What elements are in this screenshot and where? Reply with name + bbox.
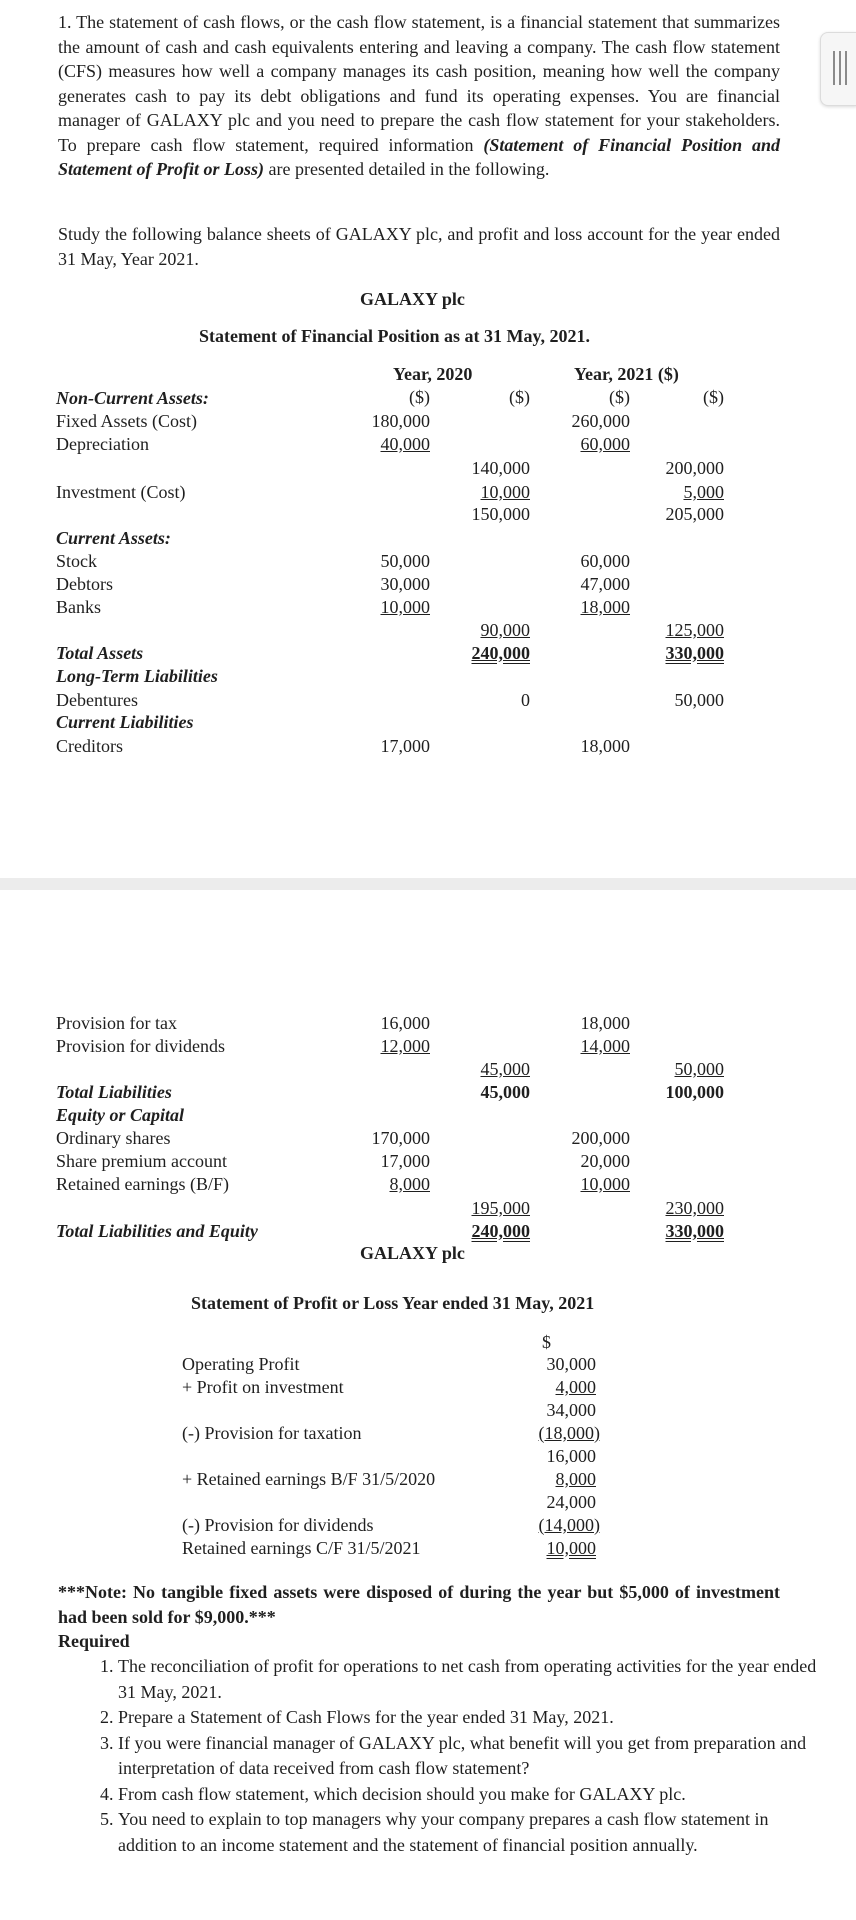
total-liabilities-2020: 45,000	[480, 1082, 530, 1102]
stock-2021: 60,000	[580, 551, 630, 571]
banks-label: Banks	[56, 597, 101, 617]
premium-2020: 17,000	[380, 1151, 430, 1171]
question-5: 5. You need to explain to top managers why your company prepares a cash flow statement in addition to an income statement and the statement of financial position annually.	[118, 1807, 830, 1858]
dividends-2020: 12,000	[380, 1036, 430, 1056]
debentures-2020: 0	[521, 690, 530, 710]
study-paragraph: Study the following balance sheets of GALAXY plc, and profit and loss account for the year ended 31 May, Year 2021.	[58, 224, 780, 269]
op-profit-value: 30,000	[546, 1354, 596, 1374]
total-le-2020: 240,000	[471, 1221, 530, 1241]
tax-2021: 18,000	[580, 1013, 630, 1033]
banks-2021: 18,000	[580, 597, 630, 617]
premium-2021: 20,000	[580, 1151, 630, 1171]
debentures-2021: 50,000	[674, 690, 724, 710]
debtors-2020: 30,000	[380, 574, 430, 594]
scroll-handle[interactable]	[820, 32, 856, 106]
intro-paragraph: 1. The statement of cash flows, or the cash flow statement, is a financial statement that summarizes the amount of cash and cash equivalents entering and leaving a company. The cash flow statement (CFS) measures how well a company manages its cash position, meaning how well the company generates cash to pay its debt obligations and fund its operating expenses. You are financial manager of GALAXY plc and you need to prepare the cash flow statement for your stakeholders. To prepare cash flow statement, required information (Statement of Financial Position and Statement of Profit or Loss) are presented detailed in the following.	[58, 12, 780, 179]
pl-tax-label: (-) Provision for taxation	[182, 1423, 362, 1443]
tax-label: Provision for tax	[56, 1013, 177, 1033]
depreciation-2020: 40,000	[380, 434, 430, 454]
investment-label: Investment (Cost)	[56, 482, 186, 502]
creditors-2021: 18,000	[580, 736, 630, 756]
cl-total-2021: 50,000	[674, 1059, 724, 1079]
re-cf-label: Retained earnings C/F 31/5/2021	[182, 1538, 421, 1558]
dividends-label: Provision for dividends	[56, 1036, 225, 1056]
inv-profit-value: 4,000	[555, 1377, 596, 1397]
unit-header: ($)	[509, 387, 530, 407]
required-heading: Required	[58, 1631, 130, 1651]
re-bf-label: + Retained earnings B/F 31/5/2020	[182, 1469, 436, 1489]
fixed-assets-2021: 260,000	[571, 411, 630, 431]
fixed-assets-2020: 180,000	[371, 411, 430, 431]
ltl-heading: Long-Term Liabilities	[56, 666, 218, 686]
pl-currency: $	[542, 1332, 551, 1352]
cl-heading: Current Liabilities	[56, 712, 194, 732]
investment-2021: 5,000	[683, 482, 724, 502]
equity-total-2021: 230,000	[665, 1198, 724, 1218]
nbv-2021: 200,000	[665, 458, 724, 478]
pl-tax-value: (18,000)	[538, 1423, 600, 1443]
retained-label: Retained earnings (B/F)	[56, 1174, 229, 1194]
debentures-label: Debentures	[56, 690, 138, 710]
stock-2020: 50,000	[380, 551, 430, 571]
op-profit-label: Operating Profit	[182, 1354, 300, 1374]
re-cf-value: 10,000	[546, 1538, 596, 1558]
nca-total-2020: 150,000	[471, 504, 530, 524]
tax-2020: 16,000	[380, 1013, 430, 1033]
question-2: 2. Prepare a Statement of Cash Flows for the year ended 31 May, 2021.	[118, 1705, 830, 1731]
ordinary-2021: 200,000	[571, 1128, 630, 1148]
nbv-2020: 140,000	[471, 458, 530, 478]
question-3: 3. If you were financial manager of GALAXY plc, what benefit will you get from preparation and interpretation of data received from cash flow statement?	[118, 1731, 830, 1782]
pl-subtotal-3: 24,000	[546, 1492, 596, 1512]
total-liabilities-label: Total Liabilities	[56, 1082, 172, 1102]
pl-subtotal-2: 16,000	[546, 1446, 596, 1466]
total-le-label: Total Liabilities and Equity	[56, 1221, 258, 1241]
retained-2021: 10,000	[580, 1174, 630, 1194]
question-4: 4. From cash flow statement, which decision should you make for GALAXY plc.	[118, 1782, 830, 1808]
nca-total-2021: 205,000	[665, 504, 724, 524]
ordinary-2020: 170,000	[371, 1128, 430, 1148]
pl-title: Statement of Profit or Loss Year ended 31 May, 2021	[191, 1293, 595, 1313]
cl-total-2020: 45,000	[480, 1059, 530, 1079]
retained-2020: 8,000	[389, 1174, 430, 1194]
unit-header: ($)	[609, 387, 630, 407]
depreciation-2021: 60,000	[580, 434, 630, 454]
company-title: GALAXY plc	[360, 289, 465, 309]
pl-div-value: (14,000)	[538, 1515, 600, 1535]
equity-total-2020: 195,000	[471, 1198, 530, 1218]
banks-2020: 10,000	[380, 597, 430, 617]
debtors-2021: 47,000	[580, 574, 630, 594]
note: ***Note: No tangible fixed assets were disposed of during the year but $5,000 of investment had been sold for $9,000.***	[58, 1582, 780, 1627]
company-title-2: GALAXY plc	[360, 1243, 465, 1263]
fixed-assets-label: Fixed Assets (Cost)	[56, 411, 198, 431]
total-le-2021: 330,000	[665, 1221, 724, 1241]
pl-subtotal-1: 34,000	[546, 1400, 596, 1420]
dividends-2021: 14,000	[580, 1036, 630, 1056]
current-assets-heading: Current Assets:	[56, 528, 171, 548]
equity-heading: Equity or Capital	[56, 1105, 185, 1125]
ordinary-label: Ordinary shares	[56, 1128, 171, 1148]
inv-profit-label: + Profit on investment	[182, 1377, 344, 1397]
year-2020-header: Year, 2020	[393, 364, 473, 384]
sofp-title: Statement of Financial Position as at 31 May, 2021.	[199, 326, 590, 346]
year-2021-header: Year, 2021 ($)	[574, 364, 679, 384]
total-liabilities-2021: 100,000	[665, 1082, 724, 1102]
questions-list	[74, 1654, 830, 1858]
noncurrent-heading: Non-Current Assets:	[56, 388, 209, 408]
creditors-label: Creditors	[56, 736, 123, 756]
re-bf-value: 8,000	[555, 1469, 596, 1489]
unit-header: ($)	[409, 387, 430, 407]
page-break	[0, 878, 856, 890]
creditors-2020: 17,000	[380, 736, 430, 756]
total-assets-2021: 330,000	[665, 643, 724, 663]
ca-total-2020: 90,000	[480, 620, 530, 640]
pl-div-label: (-) Provision for dividends	[182, 1515, 374, 1535]
depreciation-label: Depreciation	[56, 434, 149, 454]
investment-2020: 10,000	[480, 482, 530, 502]
total-assets-label: Total Assets	[56, 643, 144, 663]
total-assets-2020: 240,000	[471, 643, 530, 663]
stock-label: Stock	[56, 551, 98, 571]
premium-label: Share premium account	[56, 1151, 227, 1171]
debtors-label: Debtors	[56, 574, 113, 594]
unit-header: ($)	[703, 387, 724, 407]
question-1: 1. The reconciliation of profit for operations to net cash from operating activities for the year ended 31 May, 2021.	[118, 1654, 830, 1705]
ca-total-2021: 125,000	[665, 620, 724, 640]
